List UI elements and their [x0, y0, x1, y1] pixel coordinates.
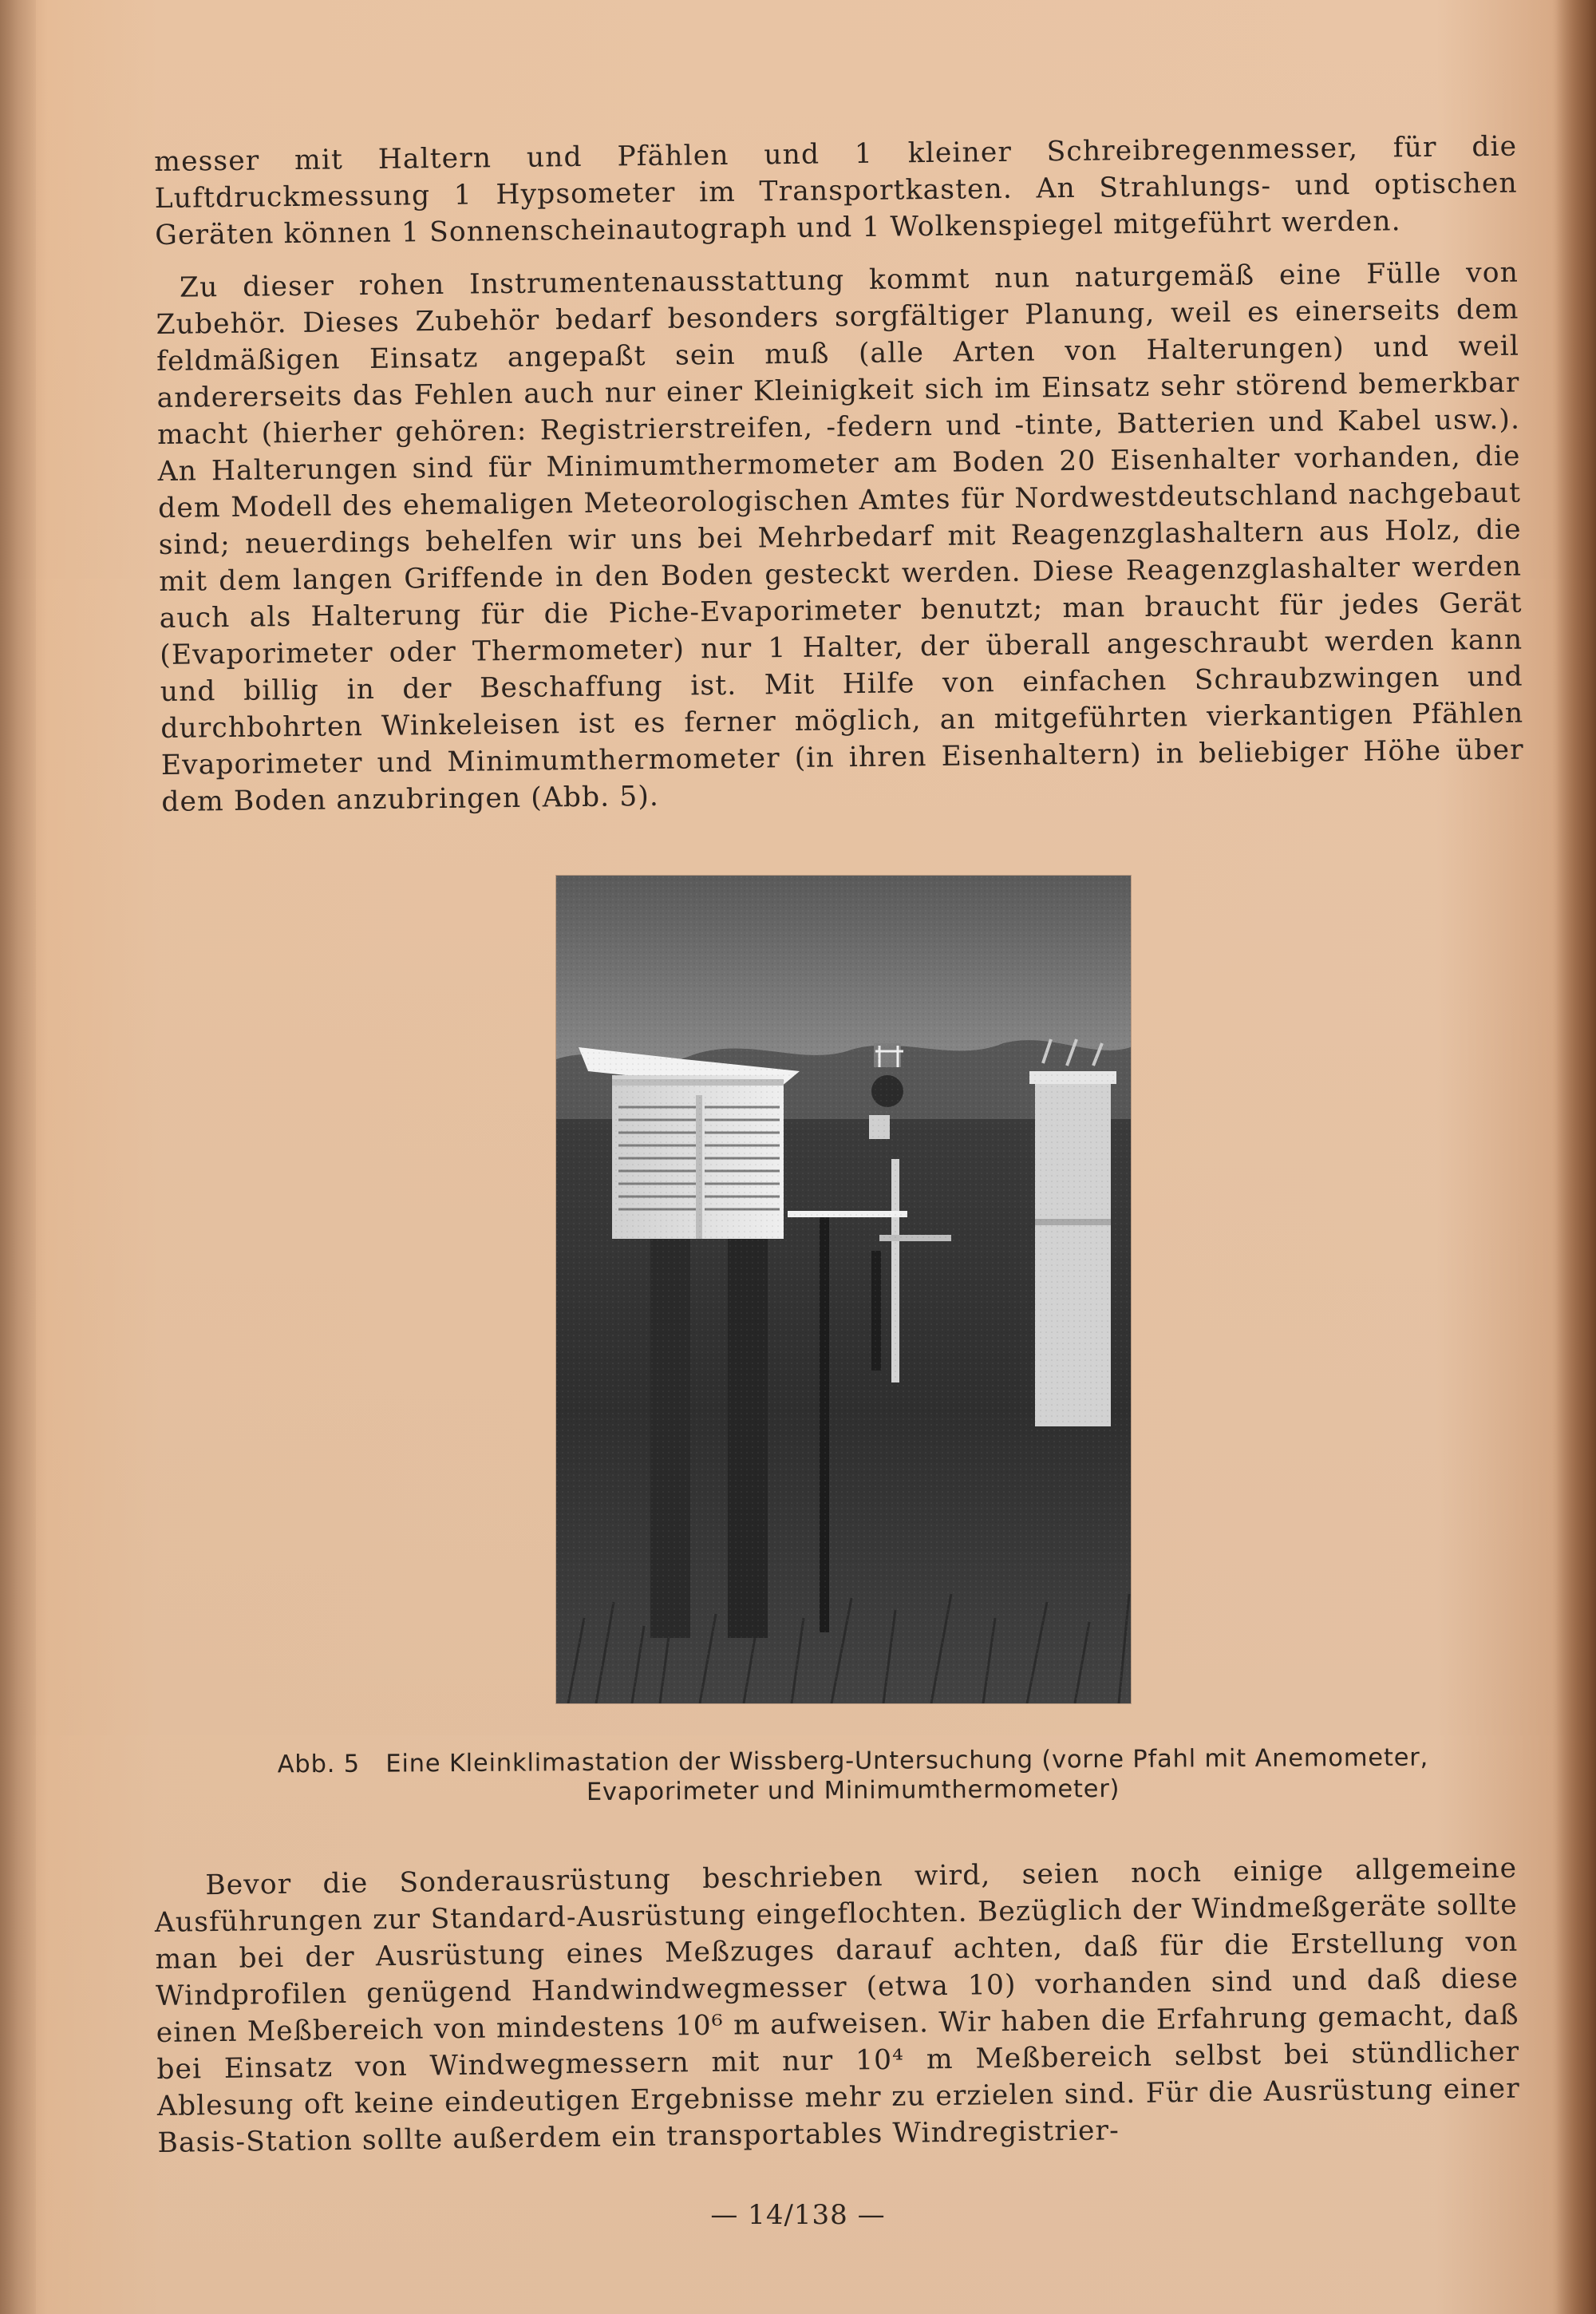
paragraph-accessories: Zu dieser rohen Instrumentenausstattung kommt nun naturgemäß eine Fülle von Zubehör. Dieses Zubehör bedarf besonders sorgfältiger Planung, weil es einerseits dem feldmäßigen Einsatz angepaßt sein muß (alle Arten von Halterungen) und weil andererseits das Fehlen auch nur einer Kleinigkeit sich im Einsatz sehr störend bemerkbar macht (hierher gehören: Registrierstreifen, -federn und -tinte, Batterien und Kabel usw.). An Halterungen sind für Minimumthermometer am Boden 20 Eisenhalter vorhanden, die dem Modell des ehemaligen Meteorologischen Amtes für Nordwestdeutschland nachgebaut sind; neuerdings behelfen wir uns bei Mehrbedarf mit Reagenzglashaltern aus Holz, die mit dem langen Griffende in den Boden gesteckt werden. Diese Reagenzglashalter werden auch als Halterung für die Piche-Evaporimeter benutzt; man braucht für jedes Gerät (Evaporimeter oder Thermometer) nur 1 Halter, der überall angeschraubt werden kann und billig in der Beschaffung ist. Mit Hilfe von einfachen Schraubzwingen und durchbohrten Winkeleisen ist es ferner möglich, an mitgeführten vierkantigen Pfählen Evaporimeter und Minimumthermometer (in ihren Eisenhaltern) in beliebiger Höhe über dem Boden anzubringen (Abb. 5). [156, 256, 1524, 818]
top-text-block [154, 129, 1525, 821]
weather-station-photo [556, 876, 1131, 1703]
figure-label: Abb. 5 [277, 1750, 360, 1779]
caption-text-line-1: Eine Kleinklimastation der Wissberg-Untersuchung (vorne Pfahl mit Anemometer, [385, 1743, 1429, 1778]
paragraph-standard-equipment: Bevor die Sonderausrüstung beschrieben wird, seien noch einige allgemeine Ausführungen zur Standard-Ausrüstung eingeflochten. Bezüglich der Windmeßgeräte sollte man bei der Ausrüstung eines Meßzuges darauf achten, daß für die Erstellung von Windprofilen genügend Handwindwegmesser (etwa 10) vorhanden sind und daß diese einen Meßbereich von mindestens 10⁶ m aufweisen. Wir haben die Erfahrung gemacht, daß bei Einsatz von Windwegmessern mit nur 10⁴ m Meßbereich selbst bei stündlicher Ablesung oft keine eindeutigen Ergebnisse mehr zu erzielen sind. Für die Ausrüstung einer Basis-Station sollte außerdem ein transportables Windregistrier- [154, 1852, 1521, 2159]
left-page-shadow [0, 0, 36, 2314]
right-page-edge [1552, 0, 1596, 2314]
paragraph-instruments-continuation: messer mit Haltern und Pfählen und 1 kleiner Schreibregenmesser, für die Luftdruckmessung 1 Hypsometer im Transportkasten. An Strahlungs- und optischen Geräten können 1 Sonnenscheinautograph und 1 Wolkenspiegel mitgeführt werden. [154, 130, 1518, 251]
figure-photo [556, 876, 1131, 1703]
bottom-text-block [154, 1850, 1521, 2162]
figure-caption [171, 1742, 1535, 1810]
page-number: — 14/138 — [710, 2199, 886, 2231]
film-grain [556, 876, 1131, 1703]
caption-text-line-2: Evaporimeter und Minimumthermometer) [586, 1774, 1120, 1807]
